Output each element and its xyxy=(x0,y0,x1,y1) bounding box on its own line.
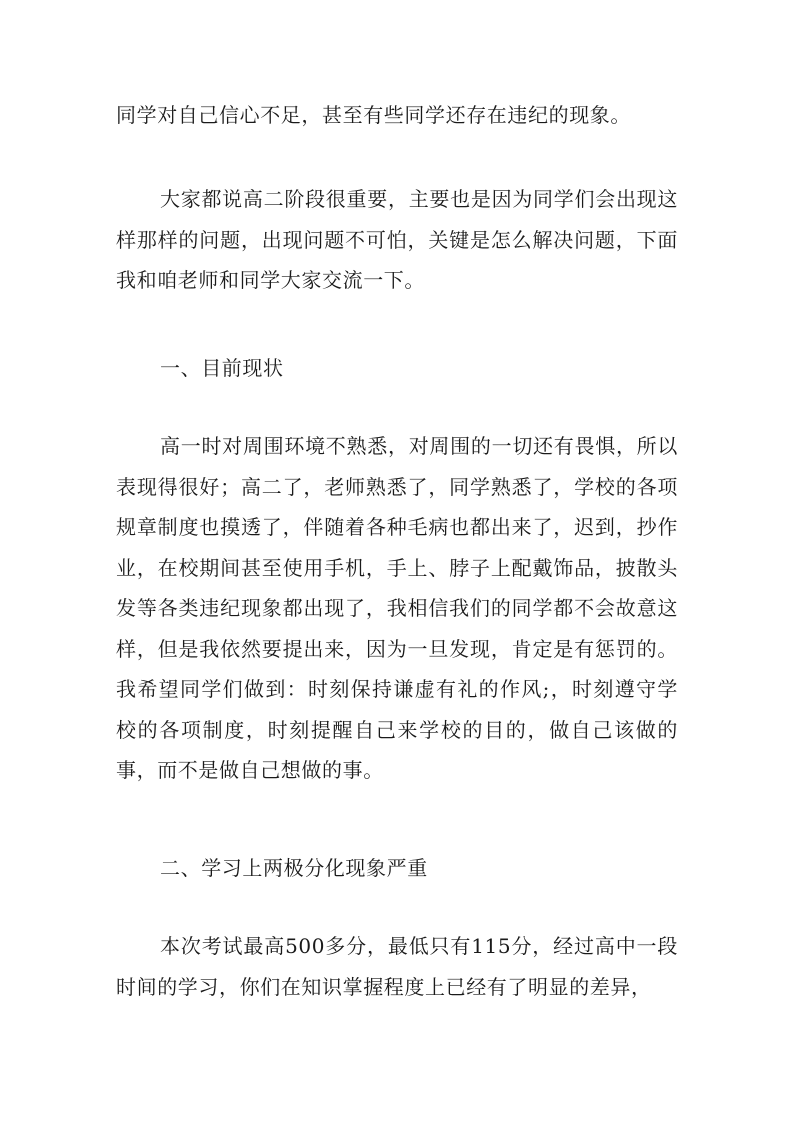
section-heading-current-status: 一、目前现状 xyxy=(160,356,284,380)
paragraph-continuation: 同学对自己信心不足，甚至有些同学还存在违纪的现象。 xyxy=(116,103,631,127)
paragraph-current-status: 高一时对周围环境不熟悉，对周围的一切还有畏惧，所以表现得很好；高二了，老师熟悉了，同学熟悉了，学校的各项规章制度也摸透了，伴随着各种毛病也都出来了，迟到，抄作业，在校期间甚至使用手机，手上、脖子上配戴饰品，披散头发等各类违纪现象都出现了，我相信我们的同学都不会故意这样，但是我依然要提出来，因为一旦发现，肯定是有惩罚的。我希望同学们做到：时刻保持谦虚有礼的作风;，时刻遵守学校的各项制度，时刻提醒自己来学校的目的，做自己该做的事，而不是做自己想做的事。 xyxy=(116,434,678,782)
section-heading-polarization: 二、学习上两极分化现象严重 xyxy=(160,856,428,880)
paragraph-intro: 大家都说高二阶段很重要，主要也是因为同学们会出现这样那样的问题，出现问题不可怕，关键是怎么解决问题，下面我和咱老师和同学大家交流一下。 xyxy=(116,187,678,292)
paragraph-exam-results: 本次考试最高500多分，最低只有115分，经过高中一段时间的学习，你们在知识掌握程度上已经有了明显的差异， xyxy=(116,934,678,999)
